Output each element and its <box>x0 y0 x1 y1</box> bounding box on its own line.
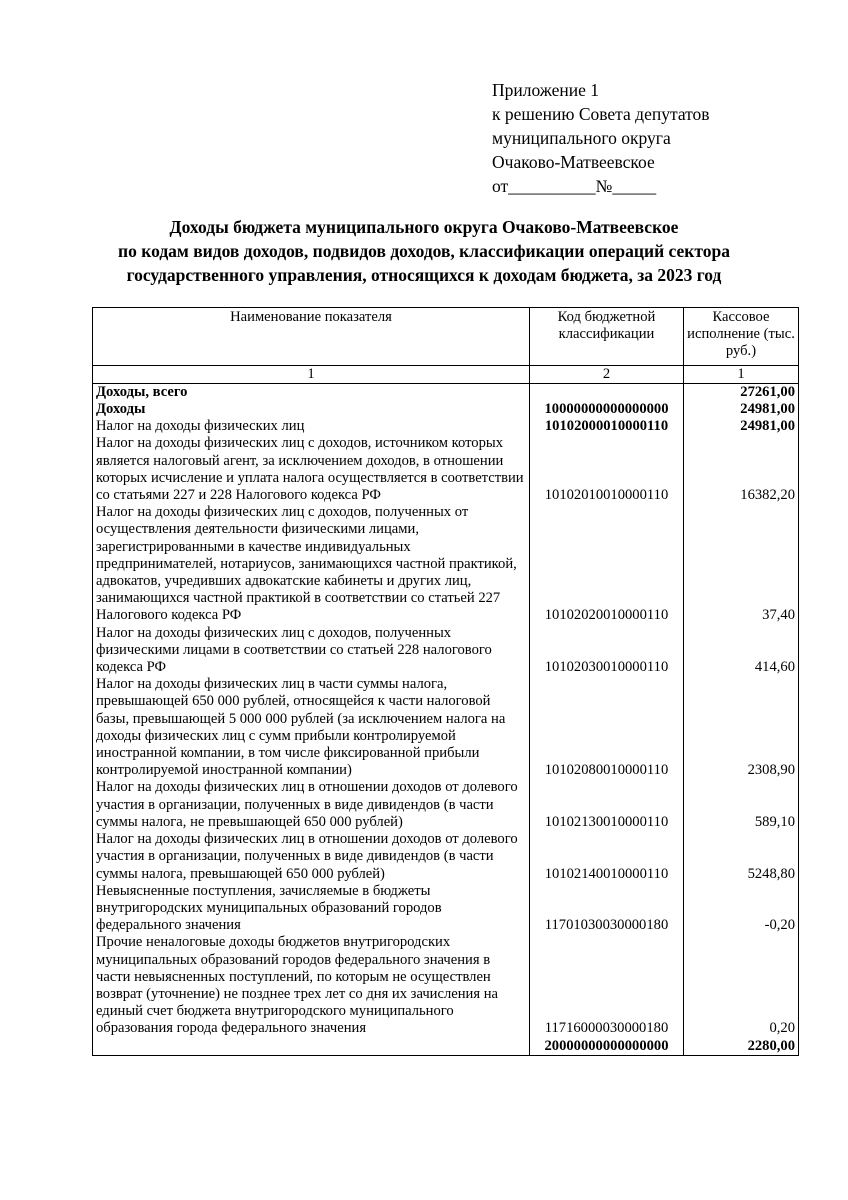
row-amount: -0,20 <box>684 883 799 935</box>
document-title <box>40 215 808 287</box>
row-amount: 414,60 <box>684 625 799 677</box>
appendix-block <box>492 78 710 198</box>
table-row <box>93 883 799 935</box>
row-name: Доходы <box>93 401 530 418</box>
title-line: Доходы бюджета муниципального округа Очаково-Матвеевское <box>169 217 679 237</box>
row-code: 10102140010000110 <box>530 831 684 883</box>
table-row <box>93 625 799 677</box>
row-name: Налог на доходы физических лиц с доходов, источником которых является налоговый агент, за исключением доходов, в отношении которых исчисление и уплата налога осуществляется в соответствии со статьями 227 и 228 Налогового кодекса РФ <box>93 435 530 504</box>
table-row <box>93 934 799 1037</box>
table-body <box>93 383 799 1055</box>
row-code: 10102010010000110 <box>530 435 684 504</box>
row-code: 10102130010000110 <box>530 779 684 831</box>
row-code: 10000000000000000 <box>530 401 684 418</box>
table-row <box>93 383 799 401</box>
revenue-table <box>92 307 799 1056</box>
row-code: 20000000000000000 <box>530 1038 684 1056</box>
row-name: Налог на доходы физических лиц с доходов, полученных физическими лицами в соответствии со статьей 228 налогового кодекса РФ <box>93 625 530 677</box>
appendix-line: от__________№_____ <box>492 176 657 196</box>
row-name <box>93 1038 530 1056</box>
row-amount: 2308,90 <box>684 676 799 779</box>
row-code: 10102000010000110 <box>530 418 684 435</box>
appendix-line: Приложение 1 <box>492 80 600 100</box>
row-name: Налог на доходы физических лиц в отношении доходов от долевого участия в организации, полученных в виде дивидендов (в части суммы налога, не превышающей 650 000 рублей) <box>93 779 530 831</box>
row-name: Налог на доходы физических лиц в части суммы налога, превышающей 650 000 рублей, относящейся к части налоговой базы, превышающей 5 000 000 рублей (за исключением налога на доходы физических лиц с сумм прибыли контролируемой иностранной компании, в том числе фиксированной прибыли контролируемой иностранной компании) <box>93 676 530 779</box>
row-name: Прочие неналоговые доходы бюджетов внутригородских муниципальных образований городов федерального значения в части невыясненных поступлений, по которым не осуществлен возврат (уточнение) не позднее трех лет со дня их зачисления на единый счет бюджета внутригородского муниципального образования города федерального значения <box>93 934 530 1037</box>
row-amount: 0,20 <box>684 934 799 1037</box>
appendix-line: муниципального округа <box>492 128 671 148</box>
row-amount: 5248,80 <box>684 831 799 883</box>
table-row <box>93 831 799 883</box>
row-code: 11701030030000180 <box>530 883 684 935</box>
header-name: Наименование показателя <box>93 308 530 366</box>
table-row <box>93 504 799 624</box>
column-number: 2 <box>530 365 684 383</box>
row-code: 10102030010000110 <box>530 625 684 677</box>
row-name: Доходы, всего <box>93 383 530 401</box>
table-row <box>93 401 799 418</box>
column-number-row <box>93 365 799 383</box>
table-row <box>93 676 799 779</box>
table-header-row <box>93 308 799 366</box>
row-name: Налог на доходы физических лиц в отношении доходов от долевого участия в организации, полученных в виде дивидендов (в части суммы налога, превышающей 650 000 рублей) <box>93 831 530 883</box>
column-number: 1 <box>93 365 530 383</box>
row-amount: 589,10 <box>684 779 799 831</box>
table-row <box>93 435 799 504</box>
title-line: государственного управления, относящихся к доходам бюджета, за 2023 год <box>126 265 722 285</box>
header-code: Код бюджетной классификации <box>530 308 684 366</box>
row-name: Налог на доходы физических лиц <box>93 418 530 435</box>
row-code: 10102080010000110 <box>530 676 684 779</box>
row-code: 11716000030000180 <box>530 934 684 1037</box>
row-amount: 27261,00 <box>684 383 799 401</box>
table-row <box>93 779 799 831</box>
header-amount: Кассовое исполнение (тыс. руб.) <box>684 308 799 366</box>
appendix-line: Очаково-Матвеевское <box>492 152 655 172</box>
column-number: 1 <box>684 365 799 383</box>
table-row <box>93 1038 799 1056</box>
row-amount: 24981,00 <box>684 418 799 435</box>
row-code <box>530 383 684 401</box>
row-amount: 16382,20 <box>684 435 799 504</box>
row-amount: 2280,00 <box>684 1038 799 1056</box>
appendix-line: к решению Совета депутатов <box>492 104 710 124</box>
row-amount: 37,40 <box>684 504 799 624</box>
title-line: по кодам видов доходов, подвидов доходов, классификации операций сектора <box>118 241 730 261</box>
row-name: Налог на доходы физических лиц с доходов, полученных от осуществления деятельности физическими лицами, зарегистрированными в качестве индивидуальных предпринимателей, нотариусов, занимающихся частной практикой, адвокатов, учредивших адвокатские кабинеты и других лиц, занимающихся частной практикой в соответствии со статьей 227 Налогового кодекса РФ <box>93 504 530 624</box>
table-row <box>93 418 799 435</box>
row-name: Невыясненные поступления, зачисляемые в бюджеты внутригородских муниципальных образований городов федерального значения <box>93 883 530 935</box>
row-code: 10102020010000110 <box>530 504 684 624</box>
row-amount: 24981,00 <box>684 401 799 418</box>
